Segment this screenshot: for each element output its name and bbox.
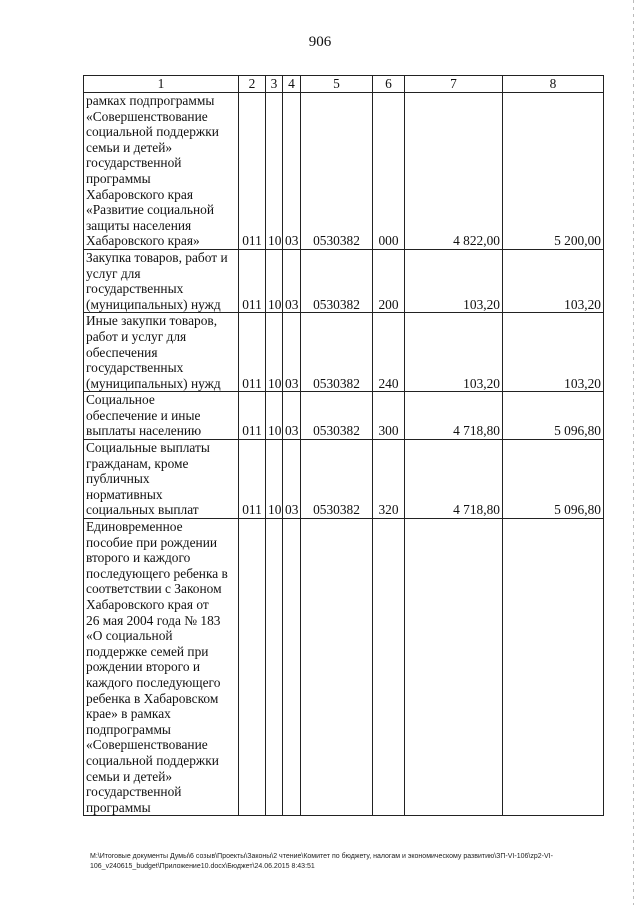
amount-year-2: 5 096,80 [503, 392, 604, 440]
description-line: Единовременное [86, 519, 183, 535]
description-line: государственных [86, 360, 184, 376]
column-header: 8 [503, 76, 604, 93]
row-description [84, 313, 239, 392]
description-line: программы [86, 170, 151, 186]
subsection-code: 03 [283, 313, 301, 392]
description-line: нормативных [86, 486, 163, 502]
column-header: 2 [239, 76, 266, 93]
row-description [84, 440, 239, 519]
subsection-code: 03 [283, 440, 301, 519]
section-code: 10 [266, 313, 283, 392]
row-description [84, 392, 239, 440]
table-row [84, 440, 604, 519]
description-line: программы [86, 799, 151, 815]
amount-year-2: 5 200,00 [503, 93, 604, 250]
scan-edge-mark [633, 0, 634, 905]
column-header: 6 [373, 76, 405, 93]
table-body [84, 93, 604, 816]
table-row [84, 313, 604, 392]
expense-type-code: 000 [373, 93, 405, 250]
description-line: пособие при рождении [86, 534, 218, 550]
subsection-code: 03 [283, 249, 301, 312]
description-line: подпрограммы [86, 721, 171, 737]
expense-type-code: 320 [373, 440, 405, 519]
amount-year-1: 103,20 [405, 313, 503, 392]
description-line: ребенка в Хабаровском [86, 690, 219, 706]
row-description [84, 249, 239, 312]
amount-year-2 [503, 519, 604, 816]
description-line: семьи и детей» [86, 139, 173, 155]
description-line: Хабаровского края [86, 186, 193, 202]
row-description [84, 93, 239, 250]
description-line: публичных [86, 471, 150, 487]
section-code: 10 [266, 249, 283, 312]
description-line: (муниципальных) нужд [86, 296, 221, 312]
description-line: обеспечение и иные [86, 407, 201, 423]
description-line: выплаты населению [86, 423, 202, 439]
amount-year-1: 4 822,00 [405, 93, 503, 250]
description-line: рождении второго и [86, 659, 201, 675]
footer-line: 106_v240615_budget\Приложение10.docx\Бюджет\24.06.2015 8:43:51 [90, 863, 315, 870]
expense-type-code [373, 519, 405, 816]
expense-type-code: 200 [373, 249, 405, 312]
section-code: 10 [266, 392, 283, 440]
subsection-code: 03 [283, 392, 301, 440]
target-article-code: 0530382 [301, 313, 373, 392]
ministry-code [239, 519, 266, 816]
description-line: (муниципальных) нужд [86, 375, 221, 391]
amount-year-2: 103,20 [503, 249, 604, 312]
expense-type-code: 240 [373, 313, 405, 392]
description-line: Социальные выплаты [86, 440, 210, 456]
amount-year-1: 103,20 [405, 249, 503, 312]
page-number: 906 [308, 34, 332, 50]
table-row [84, 249, 604, 312]
description-line: «Совершенствование [86, 737, 208, 753]
document-path-footer [90, 852, 610, 872]
table-row [84, 93, 604, 250]
description-line: работ и услуг для [86, 328, 187, 344]
budget-table [83, 75, 604, 816]
description-line: «О социальной [86, 628, 173, 644]
description-line: 26 мая 2004 года № 183 [86, 612, 221, 628]
amount-year-1: 4 718,80 [405, 440, 503, 519]
description-line: обеспечения [86, 344, 158, 360]
description-line: социальной поддержки [86, 752, 219, 768]
amount-year-2: 103,20 [503, 313, 604, 392]
description-line: Хабаровского края» [86, 233, 200, 249]
column-header: 7 [405, 76, 503, 93]
section-code: 10 [266, 440, 283, 519]
target-article-code [301, 519, 373, 816]
description-line: «Развитие социальной [86, 202, 215, 218]
description-line: социальных выплат [86, 502, 199, 518]
description-line: услуг для [86, 265, 141, 281]
section-code [266, 519, 283, 816]
description-line: Иные закупки товаров, [86, 313, 218, 329]
description-line: семьи и детей» [86, 768, 173, 784]
ministry-code: 011 [239, 440, 266, 519]
target-article-code: 0530382 [301, 93, 373, 250]
amount-year-1: 4 718,80 [405, 392, 503, 440]
amount-year-2: 5 096,80 [503, 440, 604, 519]
description-line: государственной [86, 155, 182, 171]
table-row [84, 519, 604, 816]
description-line: государственных [86, 281, 184, 297]
ministry-code: 011 [239, 249, 266, 312]
subsection-code: 03 [283, 93, 301, 250]
header-row [84, 76, 604, 93]
ministry-code: 011 [239, 313, 266, 392]
description-line: крае» в рамках [86, 706, 171, 722]
row-description [84, 519, 239, 816]
description-line: второго и каждого [86, 550, 191, 566]
ministry-code: 011 [239, 392, 266, 440]
description-line: защиты населения [86, 217, 192, 233]
column-header: 3 [266, 76, 283, 93]
description-line: Социальное [86, 392, 155, 408]
column-header: 5 [301, 76, 373, 93]
target-article-code: 0530382 [301, 392, 373, 440]
table-row [84, 392, 604, 440]
subsection-code [283, 519, 301, 816]
description-line: каждого последующего [86, 674, 221, 690]
description-line: государственной [86, 784, 182, 800]
description-line: последующего ребенка в [86, 565, 228, 581]
description-line: соответствии с Законом [86, 581, 222, 597]
ministry-code: 011 [239, 93, 266, 250]
description-line: социальной поддержки [86, 124, 219, 140]
target-article-code: 0530382 [301, 249, 373, 312]
section-code: 10 [266, 93, 283, 250]
column-header: 1 [84, 76, 239, 93]
description-line: гражданам, кроме [86, 455, 189, 471]
target-article-code: 0530382 [301, 440, 373, 519]
column-header: 4 [283, 76, 301, 93]
description-line: рамках подпрограммы [86, 93, 215, 108]
description-line: Хабаровского края от [86, 597, 209, 612]
description-line: поддержке семей при [86, 643, 209, 659]
description-line: Закупка товаров, работ и [86, 249, 228, 265]
footer-line: M:\Итоговые документы Думы\6 созыв\Проекты\Законы\2 чтение\Комитет по бюджету, налогам и экономическому развитию\ЗП-VI-106\zp2-VI- [90, 853, 553, 860]
expense-type-code: 300 [373, 392, 405, 440]
description-line: «Совершенствование [86, 108, 208, 124]
amount-year-1 [405, 519, 503, 816]
